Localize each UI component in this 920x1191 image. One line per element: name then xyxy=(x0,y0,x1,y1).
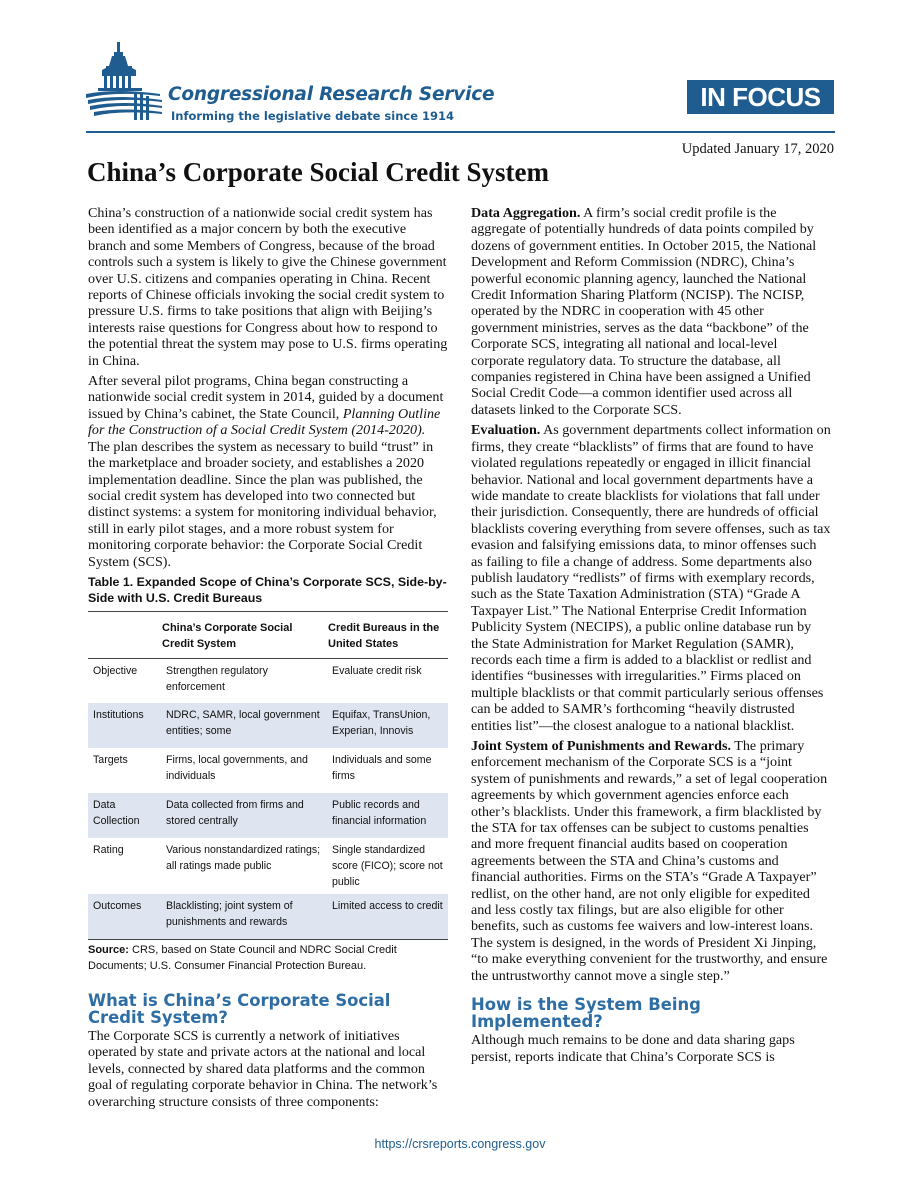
table-row-label: Objective xyxy=(93,664,138,677)
table-cell: Public records and financial information xyxy=(328,793,448,838)
table-header-row xyxy=(88,611,448,658)
table-source xyxy=(88,942,448,974)
source-label: Source: xyxy=(88,943,129,956)
table-cell: Limited access to credit xyxy=(328,894,448,939)
header-rule xyxy=(86,131,835,133)
paragraph-text: After several pilot programs, China began constructing a nationwide social credit system in 2014, guided by a document issued by China’s cabinet, the State Council, xyxy=(88,373,444,422)
updated-date: Updated January 17, 2020 xyxy=(681,141,834,157)
paragraph-text: As government departments collect information on firms, they create “blacklists” of firms that are found to have violated regulations repeatedly or engaged in illicit financial behavior. National and local government departments have a wide mandate to create blacklists for violations that fall under their jurisdiction. Consequently, there are hundreds of official blacklists covering everything from severe offenses, such as tax evasion and falsifying emissions data, to minor offenses such as failing to file a change of address. Some departments also publish laudatory “redlists” of firms with exemplary records, such as the State Taxation Administration (STA) “Grade A Taxpayer List.” The National Enterprise Credit Information Publicity System (NECIPS), a public online database run by the State Administration for Market Regulation (SAMR), records each time a firm is added to a blacklist or redlist and identifies “businesses with irregularities.” Firms placed on multiple blacklists or that commit particularly serious offenses can be added to SAMR’s forthcoming “heavily distrusted entities list”—the closest analogue to a national blacklist. xyxy=(471,422,831,734)
footer-url-link[interactable]: https://crsreports.congress.gov xyxy=(374,1137,546,1151)
table-cell: Blacklisting; joint system of punishments and rewards xyxy=(162,894,328,939)
table-row-label: Rating xyxy=(93,844,124,857)
section-heading: How is the System Being Implemented? xyxy=(471,995,701,1032)
paragraph-lead: Evaluation. xyxy=(471,422,541,439)
table-row-label: Data Collection xyxy=(88,793,162,838)
in-focus-badge: IN FOCUS xyxy=(687,80,834,114)
comparison-table xyxy=(88,611,448,940)
paragraph xyxy=(471,205,831,418)
table-cell: Single standardized score (FICO); score not public xyxy=(332,844,443,889)
paragraph: The Corporate SCS is currently a network of initiatives operated by state and private actors at the national and local levels, connected by shared data platforms and the common goal of regulating corporate behavior in China. The network’s overarching structure consists of three components: xyxy=(88,1027,438,1110)
table-row-label: Targets xyxy=(93,754,128,767)
table-cell: Evaluate credit risk xyxy=(332,664,422,677)
table-row xyxy=(88,838,448,894)
table-caption: Table 1. Expanded Scope of China’s Corporate SCS, Side-by-Side with U.S. Credit Bureaus xyxy=(88,574,447,605)
paragraph xyxy=(471,738,831,984)
table-row xyxy=(88,658,448,703)
table-cell: Strengthen regulatory enforcement xyxy=(166,664,268,693)
table-row xyxy=(88,703,448,748)
table-cell: Firms, local governments, and individuals xyxy=(166,754,308,783)
table-row xyxy=(88,748,448,793)
left-column xyxy=(88,205,448,1114)
table-cell: Individuals and some firms xyxy=(332,754,432,783)
table-row xyxy=(88,894,448,939)
page-title: China’s Corporate Social Credit System xyxy=(87,157,549,187)
table-row xyxy=(88,793,448,838)
paragraph xyxy=(88,373,448,570)
paragraph-text: The primary enforcement mechanism of the Corporate SCS is a “joint system of punishments and rewards,” a set of legal cooperation agreements by which government agencies enforce each other’s blacklists. Under this framework, a firm blacklisted by the STA for tax offenses can be subject to customs penalties and more frequent financial audits based on cooperation agreements between the STA and China’s customs and financial authorities. Firms on the STA’s “Grade A Taxpayer” redlist, on the other hand, are not only eligible for expedited and less costly tax filings, but are also eligible for other benefits, such as customs fee waivers and low-interest loans. The system is designed, in the words of President Xi Jinping, “to make everything convenient for the trustworthy, and ensure the untrustworthy cannot move a single step.” xyxy=(471,738,828,984)
paragraph xyxy=(471,422,831,734)
paragraph: Although much remains to be done and data sharing gaps persist, reports indicate that China’s Corporate SCS is xyxy=(471,1032,795,1065)
document-title-italic: Planning Outline for the Construction of a Social Credit System (2014-2020). xyxy=(88,405,441,439)
table-header-cell: China’s Corporate Social Credit System xyxy=(162,611,328,658)
paragraph-text: A firm’s social credit profile is the aggregate of potentially hundreds of data points compiled by dozens of government entities. In October 2015, the National Development and Reform Commission (NDRC), China’s powerful economic planning agency, launched the National Credit Information Sharing Platform (NCISP). The NCISP, operated by the NDRC in cooperation with 45 other government ministries, serves as the data “backbone” of the Corporate SCS, integrating all national and local-level corporate regulatory data. To structure the database, all companies registered in China have been assigned a Unified Social Credit Code—a common identifier used across all datasets linked to the Corporate SCS. xyxy=(471,205,817,418)
org-name: Congressional Research Service xyxy=(168,84,495,105)
page-header xyxy=(0,0,920,187)
org-tagline: Informing the legislative debate since 1914 xyxy=(171,109,455,123)
source-text: CRS, based on State Council and NDRC Social Credit Documents; U.S. Consumer Financial Protection Bureau. xyxy=(88,943,397,972)
section-heading: What is China’s Corporate Social Credit System? xyxy=(88,990,391,1027)
paragraph-text: The plan describes the system as necessary to build “trust” in the marketplace and broader society, and establishes a 2020 implementation deadline. Since the plan was published, the social credit system has developed into two connected but distinct systems: a system for monitoring individual behavior, still in early pilot stages, and a more robust system for monitoring corporate behavior: the Corporate Social Credit System (SCS). xyxy=(88,438,437,570)
paragraph-lead: Joint System of Punishments and Rewards. xyxy=(471,738,731,754)
table-header-cell xyxy=(88,611,162,658)
paragraph: China’s construction of a nationwide social credit system has been identified as a major concern by both the executive branch and some Members of Congress, because of the broad controls such a system is likely to give the Chinese government over U.S. citizens and companies operating in China. Recent reports of Chinese officials invoking the social credit system to pressure U.S. firms to take positions that align with Beijing’s interests raise questions for Congress about how to respond to the potential threat the system may pose to U.S. firms operating in China. xyxy=(88,205,448,369)
capitol-dome-icon xyxy=(84,40,164,130)
table-cell: Equifax, TransUnion, Experian, Innovis xyxy=(328,703,448,748)
table-header-cell: Credit Bureaus in the United States xyxy=(328,611,448,658)
table-row-label: Outcomes xyxy=(88,894,162,939)
paragraph-lead: Data Aggregation. xyxy=(471,205,581,221)
table-row-label: Institutions xyxy=(88,703,162,748)
table-cell: Various nonstandardized ratings; all ratings made public xyxy=(166,844,321,873)
table-cell: NDRC, SAMR, local government entities; some xyxy=(162,703,328,748)
right-column xyxy=(471,205,831,1069)
table-cell: Data collected from firms and stored centrally xyxy=(162,793,328,838)
